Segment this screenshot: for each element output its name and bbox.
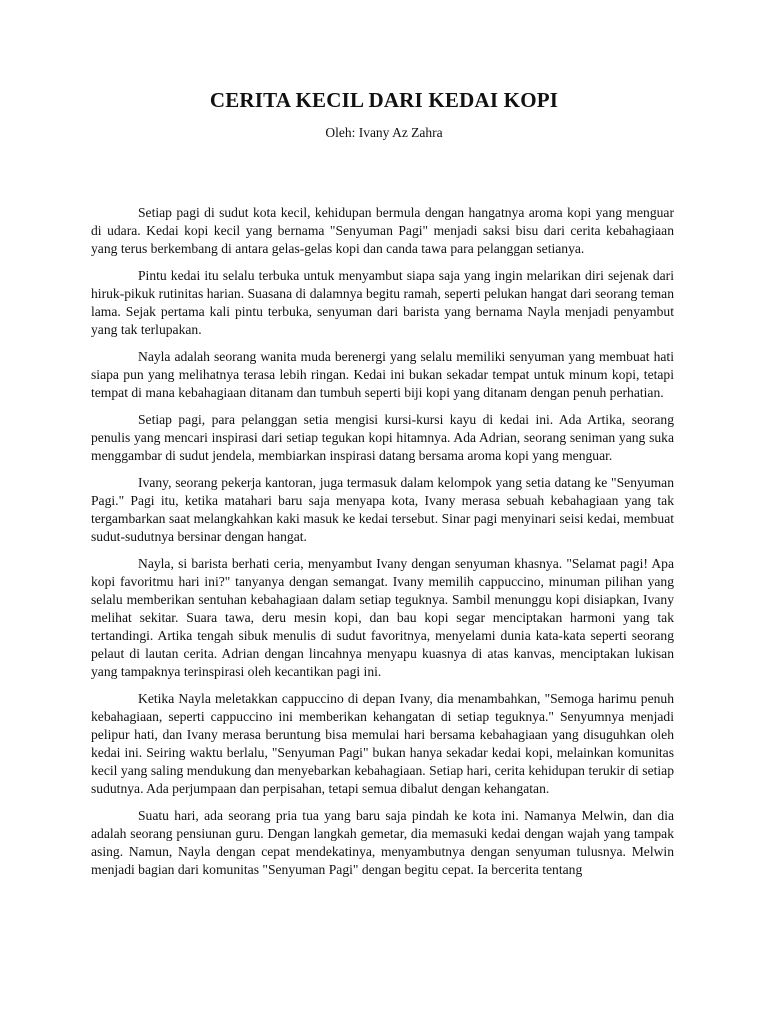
story-title: CERITA KECIL DARI KEDAI KOPI xyxy=(209,88,559,112)
paragraph: Nayla adalah seorang wanita muda berenergi yang selalu memiliki senyuman yang membuat hati siapa pun yang melihatnya terasa lebih ringan. Kedai ini bukan sekadar tempat untuk minum kopi, tetapi tempat di mana kebahagiaan ditanam dan tumbuh seperti biji kopi yang ditanam dengan penuh perhatian. xyxy=(91,349,674,400)
paragraph: Pintu kedai itu selalu terbuka untuk menyambut siapa saja yang ingin melarikan diri sejenak dari hiruk-pikuk rutinitas harian. Suasana di dalamnya begitu ramah, seperti pelukan hangat dari seorang teman lama. Sejak pertama kali pintu terbuka, senyuman dari barista yang bernama Nayla menjadi penyambut yang tak terlupakan. xyxy=(91,268,674,337)
author-byline: Oleh: Ivany Az Zahra xyxy=(325,125,443,140)
paragraph: Ketika Nayla meletakkan cappuccino di depan Ivany, dia menambahkan, "Semoga harimu penuh kebahagiaan, seperti cappuccino ini memberikan kehangatan di setiap teguknya." Senyumnya menjadi pelipur hati, dan Ivany merasa beruntung bisa memulai hari bersama kebahagiaan yang disuguhkan oleh kedai ini. Seiring waktu berlalu, "Senyuman Pagi" bukan hanya sekadar kedai kopi, melainkan komunitas kecil yang saling mendukung dan menyebarkan kebahagiaan. Setiap hari, cerita kehidupan terukir di setiap sudutnya. Ada perjumpaan dan perpisahan, tetapi semua dibalut dengan kehangatan. xyxy=(91,691,674,796)
story-body xyxy=(91,204,674,888)
paragraph: Nayla, si barista berhati ceria, menyambut Ivany dengan senyuman khasnya. "Selamat pagi! Apa kopi favoritmu hari ini?" tanyanya dengan semangat. Ivany memilih cappuccino, minuman pilihan yang selalu memberikan sentuhan kebahagiaan dalam setiap teguknya. Sambil menunggu kopi disiapkan, Ivany melihat sekitar. Suara tawa, deru mesin kopi, dan bau kopi segar menciptakan harmoni yang tak tertandingi. Artika tengah sibuk menulis di sudut favoritnya, menyelami dunia kata-kata seperti seorang pelaut di lautan cerita. Adrian dengan lincahnya menyapu kuasnya di atas kanvas, menciptakan lukisan yang tampaknya terinspirasi oleh kecantikan pagi ini. xyxy=(91,556,674,679)
paragraph: Suatu hari, ada seorang pria tua yang baru saja pindah ke kota ini. Namanya Melwin, dan dia adalah seorang pensiunan guru. Dengan langkah gemetar, dia memasuki kedai dengan wajah yang tampak asing. Namun, Nayla dengan cepat mendekatinya, menyambutnya dengan senyuman tulusnya. Melwin menjadi bagian dari komunitas "Senyuman Pagi" dengan begitu cepat. Ia bercerita tentang xyxy=(91,808,674,877)
paragraph: Setiap pagi, para pelanggan setia mengisi kursi-kursi kayu di kedai ini. Ada Artika, seorang penulis yang mencari inspirasi dari setiap tegukan kopi hitamnya. Ada Adrian, seorang seniman yang suka menggambar di sudut jendela, membiarkan inspirasi datang bersama aroma kopi yang menguar. xyxy=(91,412,674,463)
paragraph: Setiap pagi di sudut kota kecil, kehidupan bermula dengan hangatnya aroma kopi yang menguar di udara. Kedai kopi kecil yang bernama "Senyuman Pagi" menjadi saksi bisu dari cerita kebahagiaan yang terus berkembang di antara gelas-gelas kopi dan canda tawa para pelanggan setianya. xyxy=(91,205,674,256)
paragraph: Ivany, seorang pekerja kantoran, juga termasuk dalam kelompok yang setia datang ke "Senyuman Pagi." Pagi itu, ketika matahari baru saja menyapa kota, Ivany merasa sebuah kebahagiaan yang tak tergambarkan saat melangkahkan kaki masuk ke kedai tersebut. Sinar pagi menyinari seisi kedai, membuat sudut-sudutnya bersinar dengan hangat. xyxy=(91,475,674,544)
